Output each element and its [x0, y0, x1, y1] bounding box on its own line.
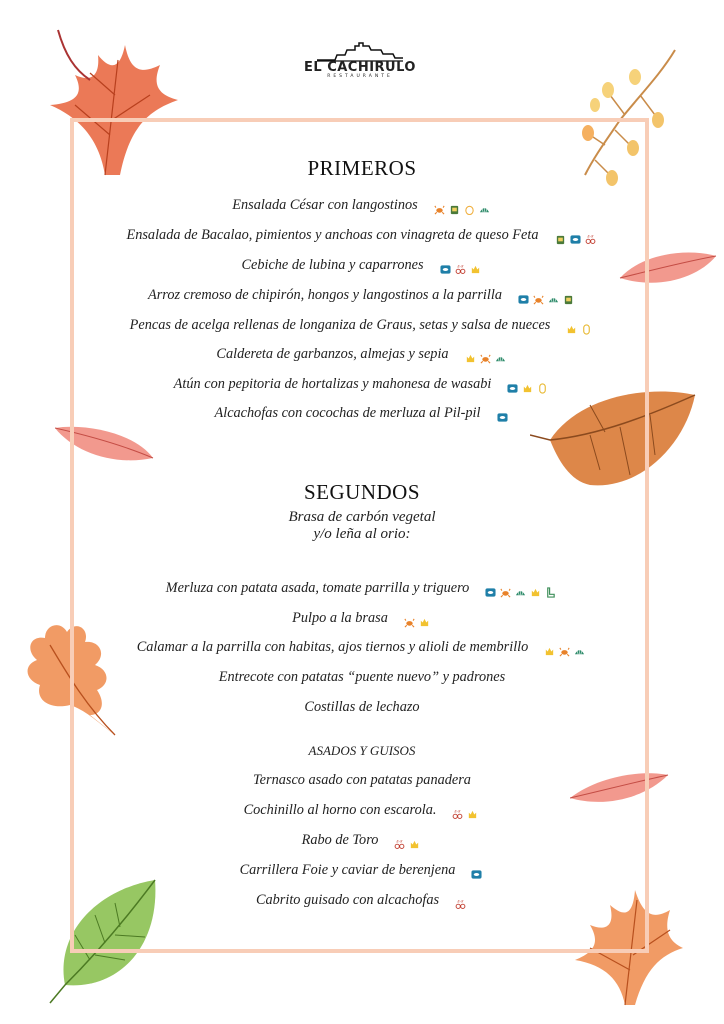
asados-item — [0, 891, 724, 911]
primeros-item — [0, 286, 724, 306]
fish-icon — [570, 232, 581, 243]
section-title-primeros: PRIMEROS — [307, 156, 417, 180]
crustacean-icon — [533, 292, 544, 303]
allergen-icons — [463, 347, 508, 365]
gluten-icon — [409, 837, 420, 848]
allergen-icons — [438, 258, 483, 276]
dish-name: Cabrito guisado con alcachofas — [255, 892, 440, 908]
shellfish-icon — [479, 202, 490, 213]
allergen-icons — [495, 406, 510, 424]
dish-name: Pulpo a la brasa — [292, 610, 388, 626]
allergen-icons — [432, 198, 492, 216]
dish-name: Cebiche de lubina y caparrones — [241, 257, 424, 273]
castle-silhouette-icon — [315, 40, 405, 62]
fish-icon — [518, 292, 529, 303]
dish-name: Carrillera Foie y caviar de berenjena — [239, 862, 456, 878]
allergen-icons — [402, 611, 432, 629]
fish-icon — [507, 381, 518, 392]
asados-item — [0, 801, 724, 821]
dish-name: Ternasco asado con patatas panadera — [253, 772, 471, 788]
segundos-subtitle-line-1: Brasa de carbón vegetal — [288, 509, 436, 525]
nuts-icon — [537, 381, 548, 392]
dairy-icon — [452, 807, 463, 818]
gluten-icon — [419, 615, 430, 626]
shellfish-icon — [495, 351, 506, 362]
crustacean-icon — [434, 202, 445, 213]
allergen-icons — [483, 581, 558, 599]
nuts-icon — [581, 322, 592, 333]
dish-name: Merluza con patata asada, tomate parrilla y triguero — [165, 580, 470, 596]
gluten-icon — [470, 262, 481, 273]
allergen-icons — [392, 833, 422, 851]
shellfish-icon — [574, 644, 585, 655]
allergen-icons — [469, 863, 484, 881]
gluten-icon — [522, 381, 533, 392]
primeros-item — [0, 345, 724, 365]
primeros-item — [0, 404, 724, 424]
segundos-item — [0, 638, 724, 658]
dairy-icon — [585, 232, 596, 243]
asados-item — [0, 861, 724, 881]
dish-name: Ensalada de Bacalao, pimientos y anchoas con vinagreta de queso Feta — [126, 227, 539, 243]
svg-text:E-X: E-X — [457, 264, 464, 269]
sub-heading-asados: ASADOS Y GUISOS — [308, 743, 416, 758]
dish-name: Cochinillo al horno con escarola. — [243, 802, 437, 818]
brand-name: EL CACHIRULO — [304, 60, 416, 75]
primeros-item — [0, 196, 724, 216]
fish-icon — [471, 867, 482, 878]
allergen-icons — [450, 803, 480, 821]
gluten-icon — [566, 322, 577, 333]
restaurant-logo — [300, 40, 420, 90]
allergen-icons — [516, 288, 576, 306]
brand-subtitle: RESTAURANTE — [327, 74, 393, 79]
svg-text:E-X: E-X — [454, 809, 461, 814]
dish-name: Calamar a la parrilla con habitas, ajos tiernos y alioli de membrillo — [136, 639, 529, 655]
primeros-item — [0, 316, 724, 336]
crustacean-icon — [559, 644, 570, 655]
allergen-icons — [553, 228, 598, 246]
svg-text:E-X: E-X — [457, 899, 464, 904]
allergen-icons — [453, 893, 468, 911]
dish-name: Pencas de acelga rellenas de longaniza de Graus, setas y salsa de nueces — [129, 317, 551, 333]
svg-text:E-X: E-X — [586, 234, 594, 239]
allergen-icons — [505, 377, 550, 395]
dish-name: Atún con pepitoria de hortalizas y mahonesa de wasabi — [173, 376, 492, 392]
segundos-subtitle-line-2: y/o leña al orio: — [313, 526, 411, 542]
dish-name: Caldereta de garbanzos, almejas y sepia — [216, 346, 449, 362]
egg-icon — [464, 202, 475, 213]
asados-item — [0, 831, 724, 851]
section-title-segundos: SEGUNDOS — [303, 480, 420, 504]
segundos-item — [0, 609, 724, 629]
fish-icon — [497, 410, 508, 421]
mustard-icon — [555, 232, 566, 243]
primeros-item — [0, 256, 724, 276]
svg-text:E-X: E-X — [396, 839, 403, 844]
asados-item — [0, 771, 724, 789]
dairy-icon — [394, 837, 405, 848]
segundos-item — [0, 668, 724, 686]
dish-name: Entrecote con patatas “puente nuevo” y padrones — [218, 669, 506, 685]
gluten-icon — [467, 807, 478, 818]
dish-name: Costillas de lechazo — [304, 699, 420, 715]
shellfish-icon — [515, 585, 526, 596]
dairy-icon — [455, 262, 466, 273]
segundos-item — [0, 698, 724, 716]
primeros-item — [0, 375, 724, 395]
shellfish-icon — [548, 292, 559, 303]
crustacean-icon — [480, 351, 491, 362]
mustard-icon — [449, 202, 460, 213]
allergen-icons — [542, 640, 587, 658]
dish-name: Rabo de Toro — [301, 832, 379, 848]
gluten-icon — [544, 644, 555, 655]
dairy-icon — [455, 897, 466, 908]
segundos-item — [0, 579, 724, 599]
crustacean-icon — [404, 615, 415, 626]
mustard-icon — [563, 292, 574, 303]
dish-name: Ensalada César con langostinos — [232, 197, 418, 213]
allergen-icons — [564, 318, 594, 336]
fish-icon — [485, 585, 496, 596]
celery-icon — [545, 585, 556, 596]
gluten-icon — [530, 585, 541, 596]
dish-name: Arroz cremoso de chipirón, hongos y langostinos a la parrilla — [148, 287, 502, 303]
gluten-icon — [465, 351, 476, 362]
crustacean-icon — [500, 585, 511, 596]
dish-name: Alcachofas con cocochas de merluza al Pil-pil — [214, 405, 481, 421]
fish-icon — [440, 262, 451, 273]
primeros-item — [0, 226, 724, 246]
